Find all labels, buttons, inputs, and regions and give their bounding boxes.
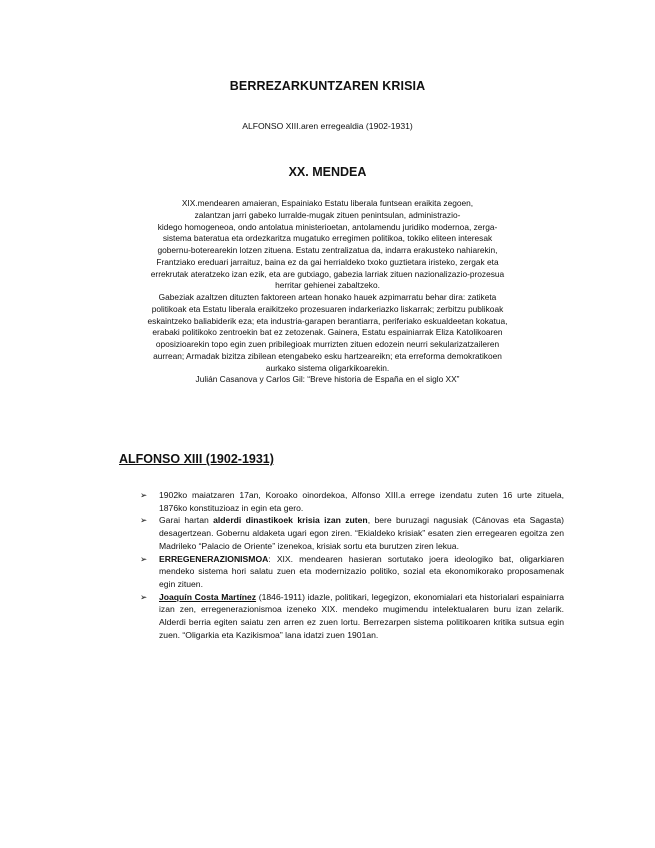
document-subtitle: ALFONSO XIII.aren erregealdia (1902-1931) <box>242 121 413 131</box>
bullet-emphasis-name: Joaquín Costa Martínez <box>159 591 257 602</box>
quote-line: erabaki politikoko zentroekin bat ez zetozenak. Gainera, Estatu espainiarrak Eliza Katolikoaren <box>152 327 503 338</box>
document-title: BERREZARKUNTZAREN KRISIA <box>229 79 426 93</box>
bullet-text: : XIX. mendearen hasieran sortutako joera ideologiko bat, oligarkiaren mendeko sistema hori salatu zuen eta modernizazio politiko, sozial eta ekonomikorako proposamenak egin zituen. <box>159 553 564 589</box>
arrow-bullet-icon: ➢ <box>140 490 148 500</box>
quote-line: oposizioarekin topo egin zuen pribilegioak murrizten zituen edozein neurri sekularizatzaileren <box>155 339 500 349</box>
bullet-text: 1902ko maiatzaren 17an, Koroako oinordekoa, Alfonso XIII.a errege izendatu zuten 16 urte zituela, 1876ko konstituzioaz in egin eta gero. <box>159 490 564 513</box>
quote-line: herritar gehienei zabaltzeko. <box>275 280 380 291</box>
quote-line: errekrutak ateratzeko izan ezik, eta are gutxiago, gabezia larriak zituen nazionalizazio-prozesua <box>150 268 505 279</box>
arrow-bullet-icon: ➢ <box>140 515 148 526</box>
arrow-bullet-icon: ➢ <box>140 591 148 602</box>
century-heading: XX. MENDEA <box>288 165 367 179</box>
quote-line: politikoak eta Estatu liberala eraikitzeko prozesuaren indarkeriazko liskarrak; zerbitzu publikoak <box>151 303 504 314</box>
quote-line: sistema bateratua eta ordezkaritza mugatuko erregimen politikoa, tokiko eliteen interesak <box>162 233 493 244</box>
quote-line: eskaintzeko baliabiderik eza; eta industria-garapen berantiarra, periferiako eskualdeetan kokatua, <box>147 315 508 326</box>
list-item <box>140 514 564 552</box>
bullet-text: (1846-1911) idazle, politikari, legegizon, ekonomialari eta historialari espainiarra izan zen, erregenerazionismoa izeneko XIX. mendeko mugimendu intelektualaren buru izan zelarik. Alderdi berria egiten saiatu zen arren ez zuen lortu. Berrezarpen sistema politikoaren kritika sutsua egin zuen. “Oligarkia eta Kazikismoa” lana idatzi zuen 1901an. <box>159 591 565 640</box>
quote-citation: Julián Casanova y Carlos Gil: “Breve historia de España en el siglo XX” <box>195 374 460 385</box>
bullet-emphasis: alderdi dinastikoek krisia izan zuten <box>213 515 368 526</box>
quote-line: zalantzan jarri gabeko lurralde-mugak zituen penintsulan, administrazio- <box>194 209 461 220</box>
bullet-list <box>140 489 564 641</box>
bullet-text: , bere buruzagi nagusiak (Cánovas eta Sagasta) desagertzean. Gobernu aldaketa ugari egon ziren. “Ekialdeko krisiak” esaten zien erregearen egoitza zen Madrileko “Palacio de Oriente” izenekoa, krisiak sortu eta burutzen ziren lekua. <box>159 515 564 551</box>
quote-line: kidego homogeneoa, ondo antolatua ministerioetan, antolamendu juridiko modernoa, zerga- <box>157 221 498 232</box>
quote-line: Frantziako ereduari jarraituz, baina ez da gai herrialdeko txoko guztietara iristeko, zergak eta <box>156 256 499 267</box>
section-heading: ALFONSO XIII (1902-1931) <box>119 452 274 466</box>
quote-line: XIX.mendearen amaieran, Espainiako Estatu liberala funtsean eraikita zegoen, <box>181 198 474 208</box>
quote-line: Gabeziak azaltzen dituzten faktoreen artean honako hauek azpimarratu behar dira: zatiketa <box>158 292 497 302</box>
list-item <box>140 489 564 514</box>
bullet-emphasis: ERREGENERAZIONISMOA <box>159 553 269 564</box>
quote-line: aurrean; Armadak bizitza zibilean etengabeko esku hartzeareikn; eta erreforma demokratikoen <box>153 350 502 361</box>
historical-quote <box>60 198 595 386</box>
quote-line: aurkako sistema oligarkikoarekin. <box>265 362 390 373</box>
list-item <box>140 591 564 642</box>
list-item <box>140 553 564 591</box>
quote-line: gobernu-boterearekin lotzen zituena. Estatu zentralizatua da, indarra erakusteko nahiarekin, <box>157 245 498 255</box>
bullet-text: Garai hartan <box>159 515 214 526</box>
arrow-bullet-icon: ➢ <box>140 553 148 564</box>
